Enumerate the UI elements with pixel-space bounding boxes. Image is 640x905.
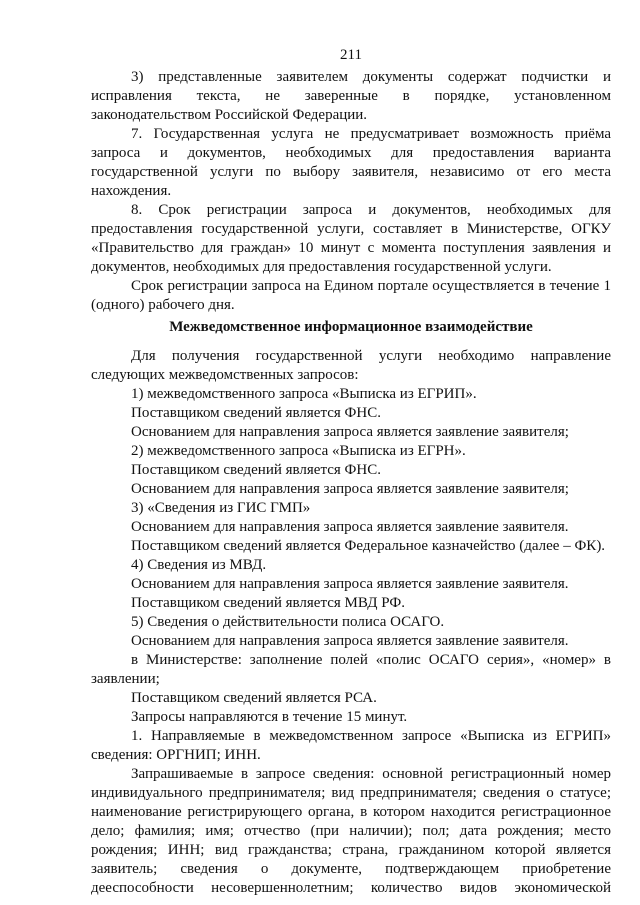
text-line: заявлении; [91,671,160,687]
section-heading: Межведомственное информационное взаимодействие [169,319,533,335]
text-line: 4) Сведения из МВД. [131,557,267,573]
text-line: дееспособности несовершеннолетним; количество видов экономической [91,880,611,896]
text-line: Основанием для направления запроса является заявление заявителя; [131,424,569,440]
text-line: рождения; ИНН; вид гражданства; страна, гражданином которой является [91,842,611,858]
text-line: Поставщиком сведений является МВД РФ. [131,595,405,611]
text-line: Запрашиваемые в запросе сведения: основной регистрационный номер [131,766,611,782]
text-line: 8. Срок регистрации запроса и документов, необходимых для [131,202,611,218]
text-line: 2) межведомственного запроса «Выписка из ЕГРН». [131,443,466,459]
text-line: Запросы направляются в течение 15 минут. [131,709,408,725]
text-line: следующих межведомственных запросов: [91,367,359,383]
text-line: Поставщиком сведений является РСА. [131,690,377,706]
text-line: Срок регистрации запроса на Едином портале осуществляется в течение 1 [131,278,611,294]
text-line: Основанием для направления запроса является заявление заявителя. [131,633,569,649]
text-line: законодательством Российской Федерации. [91,107,368,123]
text-line: 1. Направляемые в межведомственном запросе «Выписка из ЕГРИП» [131,728,611,744]
page-number: 211 [340,47,362,63]
text-line: дело; фамилия; имя; отчество (при наличии); пол; дата рождения; место [91,823,611,839]
text-line: 3) представленные заявителем документы содержат подчистки и [131,69,611,85]
text-line: Поставщиком сведений является ФНС. [131,462,381,478]
text-line: индивидуального предпринимателя; вид предпринимателя; сведения о статусе; [91,785,611,801]
text-line: документов, необходимых для предоставления государственной услуги. [91,259,552,275]
text-line: государственной услуги по выбору заявителя, независимо от его места [91,164,611,180]
text-line: Основанием для направления запроса является заявление заявителя. [131,576,569,592]
text-line: «Правительство для граждан» 10 минут с момента поступления заявления и [91,240,611,256]
text-line: сведения: ОРГНИП; ИНН. [91,747,261,763]
text-line: наименование регистрирующего органа, в котором находится регистрационное [91,804,611,820]
text-line: 5) Сведения о действительности полиса ОСАГО. [131,614,445,630]
text-line: исправления текста, не заверенные в порядке, установленном [91,88,611,104]
text-line: 7. Государственная услуга не предусматривает возможность приёма [131,126,611,142]
text-line: Основанием для направления запроса является заявление заявителя. [131,519,569,535]
text-line: Основанием для направления запроса является заявление заявителя; [131,481,569,497]
text-line: в Министерстве: заполнение полей «полис ОСАГО серия», «номер» в [131,652,611,668]
text-line: нахождения. [91,183,172,199]
text-line: (одного) рабочего дня. [91,297,235,313]
text-line: 1) межведомственного запроса «Выписка из ЕГРИП». [131,386,477,402]
text-line: запроса и документов, необходимых для предоставления варианта [91,145,611,161]
text-line: Поставщиком сведений является Федеральное казначейство (далее – ФК). [131,538,606,554]
text-line: Поставщиком сведений является ФНС. [131,405,381,421]
text-line: заявитель; сведения о документе, подтверждающем приобретение [91,861,611,877]
text-line: Для получения государственной услуги необходимо направление [131,348,611,364]
text-line: предоставления государственной услуги, составляет в Министерстве, ОГКУ [91,221,611,237]
text-line: 3) «Сведения из ГИС ГМП» [131,500,311,516]
